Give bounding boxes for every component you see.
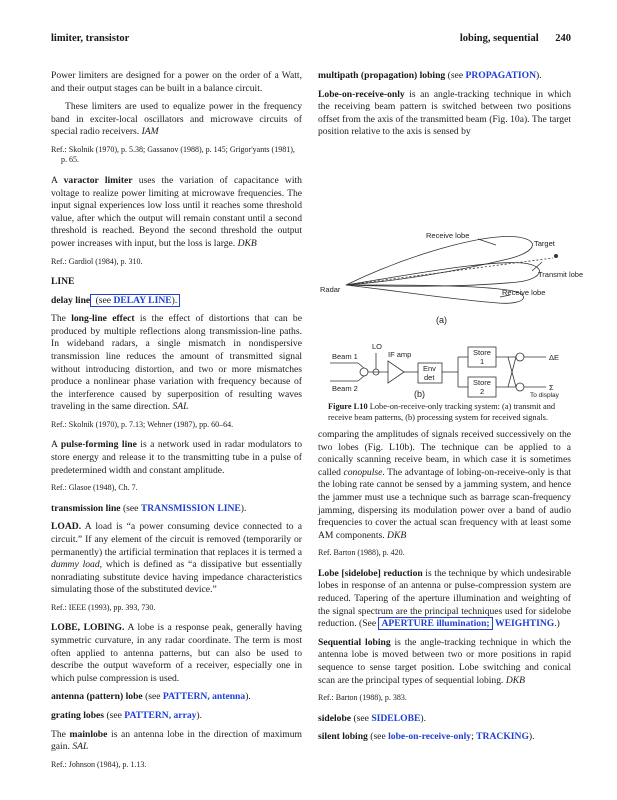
term: multipath (propagation) lobing xyxy=(318,70,446,81)
label-figure-a: (a) xyxy=(436,314,447,325)
reference: Ref.: Barton (1988), p. 383. xyxy=(318,693,407,703)
propagation-link[interactable]: PROPAGATION xyxy=(465,70,537,81)
term: antenna (pattern) lobe xyxy=(51,691,143,703)
label-env: Env xyxy=(423,363,436,373)
author-signature: SAL xyxy=(172,401,189,413)
paragraph: These limiters are used to equalize power in the frequency band in exciter-local oscillators and microwave circuits of special radio receivers. IAM xyxy=(51,101,302,138)
header-right xyxy=(460,33,571,44)
paragraph: A pulse-forming line is a network used in radar modulators to store energy and release it to the transmitting tube in a pulse of predetermined width and constant amplitude. xyxy=(51,439,302,476)
header-right-term: lobing, sequential xyxy=(459,33,539,44)
label-store-2a: Store xyxy=(473,377,491,387)
term: varactor limiter xyxy=(63,174,133,186)
sidelobe-link[interactable]: SIDELOBE xyxy=(371,712,421,724)
label-receive-lobe-bottom: Receive lobe xyxy=(502,287,546,297)
term: long-line effect xyxy=(71,313,135,325)
delay-line-link[interactable]: DELAY LINE xyxy=(113,294,172,306)
term: Sequential lobing xyxy=(318,636,391,648)
pattern-antenna-link[interactable]: PATTERN, antenna xyxy=(162,691,246,703)
author-signature: DKB xyxy=(387,529,407,541)
section-heading: LINE xyxy=(51,276,75,288)
term-italic: conopulse xyxy=(343,466,383,478)
term-italic: dummy load xyxy=(51,559,100,571)
leader-receive-top xyxy=(478,239,496,245)
paragraph: comparing the amplitudes of signals received successively on the two lobes (Fig. L10b). The technique can be applied to a conically scanning receive beam, in which case it is sometimes called conopulse. The advantage of lobing-on-receive-only is that the lobing rate cannot be sensed by a jamming system, and hence the jammer must use a technique such as barrage scan-frequency jamming, dispersing its modulation power over a band of audio frequencies to cover the actual scan frequency with at least some AM components. DKB xyxy=(318,428,571,541)
label-if-amp: IF amp xyxy=(388,349,412,359)
label-radar: Radar xyxy=(320,284,341,294)
cross-reference-entry: grating lobes (see PATTERN, array). xyxy=(51,709,203,721)
sum-junction xyxy=(516,383,524,391)
label-store-1b: 1 xyxy=(480,356,485,366)
label-det: det xyxy=(424,372,435,382)
cross-reference-entry: antenna (pattern) lobe (see PATTERN, antenna). xyxy=(51,691,251,703)
cross-reference-entry: transmission line (see TRANSMISSION LINE). xyxy=(51,502,247,514)
reference: Ref.: Skolnik (1970), p. 7.13; Wehner (1987), pp. 60–64. xyxy=(51,419,234,429)
cross-reference-entry: sidelobe (see SIDELOBE). xyxy=(318,712,426,724)
section-heading: LOBE, LOBING. xyxy=(51,622,125,634)
receive-lobe-upper xyxy=(346,236,532,284)
label-store-2b: 2 xyxy=(480,386,485,396)
paragraph: Lobe [sidelobe] reduction is the technique by which undesirable lobes in response of an antenna or pulse-compression system are reduced. Tapering of the aperture illumination and weighting of the signal spectrum are the principal techniques used for sidelobe reduction. (See APERTURE illumination; WEIGHTING.) xyxy=(318,567,571,630)
lobe-on-receive-only-link[interactable]: lobe-on-receive-only xyxy=(388,731,472,743)
paragraph: The long-line effect is the effect of distortions that can be produced by multiple reflections along transmission-line paths. In wideband radars, a single mismatch in nondispersive transmission line reduces the amount of transmitted signal without introducing distortion, and two or more mismatches produce a nonlinear phase variation with frequency because of the interference caused by superposition of resulting waves traveling in the same direction. SAL xyxy=(51,313,302,413)
weighting-link[interactable]: WEIGHTING xyxy=(495,618,555,630)
author-signature: DKB xyxy=(237,237,257,249)
label-beam-1: Beam 1 xyxy=(332,351,358,361)
label-delta-e: ΔE xyxy=(549,352,560,362)
reference: Ref. Barton (1988), p. 420. xyxy=(318,548,405,558)
paragraph: Power limiters are designed for a power on the order of a Watt, and their output stages can be built in a balance circuit. xyxy=(51,70,302,94)
paragraph: A varactor limiter uses the variation of capacitance with voltage to realize power limiting at microwave frequencies. The input signal experiences low loss until it reaches some threshold value, after which the output will remain constant until a second threshold is reached. Beyond the second threshold the output power increases with input, but the loss is large. DKB xyxy=(51,174,302,249)
label-figure-b: (b) xyxy=(414,388,425,399)
label-transmit-lobe: Transmit lobe xyxy=(538,269,584,279)
switch xyxy=(360,368,368,376)
term: Lobe [sidelobe] reduction xyxy=(318,567,423,579)
author-signature: DKB xyxy=(505,674,526,686)
reference: Ref.: IEEE (1993), pp. 393, 730. xyxy=(51,602,156,612)
term: pulse-forming line xyxy=(60,439,137,451)
figure-caption: Figure L10 Lobe-on-receive-only tracking system: (a) transmit and receive beam patterns, (b) processing system for received signals. xyxy=(328,401,556,422)
term: silent lobing xyxy=(318,731,368,743)
difference-junction xyxy=(516,353,524,361)
left-column xyxy=(51,70,302,779)
label-to-display: To display xyxy=(530,391,559,399)
cross-reference-entry: silent lobing (see lobe-on-receive-only; TRACKING). xyxy=(318,731,535,743)
running-header xyxy=(51,33,571,47)
label-lo: LO xyxy=(372,341,383,351)
reference: Ref.: Gardiol (1984), p. 310. xyxy=(51,256,143,266)
page-number: 240 xyxy=(555,33,571,44)
link-box[interactable]: (see DELAY LINE). xyxy=(90,294,180,307)
header-left-term: limiter, transistor xyxy=(51,33,130,44)
transmission-line-link[interactable]: TRANSMISSION LINE xyxy=(140,502,241,514)
label-store-1a: Store xyxy=(473,347,491,357)
receive-lobe-lower xyxy=(346,285,524,303)
paragraph: LOBE, LOBING. A lobe is a response peak, generally having symmetric curvature, in any radar coordinate. The term is most often applied to antenna patterns, but can also be used to describe the output waveform of a receiver, especially one in which pulse compression is used. xyxy=(51,622,302,684)
reference: Ref.: Skolnik (1970), p. 5.38; Gassanov (1988), p. 145; Grigor'yants (1981), p. 65. xyxy=(51,144,295,165)
paragraph: The mainlobe is an antenna lobe in the direction of maximum gain. SAL xyxy=(51,728,302,753)
paragraph: Lobe-on-receive-only is an angle-tracking technique in which the receiving beam pattern is switched between two positions offset from the axis of the transmitted beam (Fig. 10a). The target position relative to the axis is sensed by xyxy=(318,88,571,138)
term: mainlobe xyxy=(69,728,108,740)
author-signature: SAL xyxy=(72,741,89,753)
reference: Ref.: Glasoe (1948), Ch. 7. xyxy=(51,483,138,493)
term: delay line xyxy=(51,294,91,306)
paragraph: Sequential lobing is the angle-tracking technique in which the antenna lobe is moved between two or more positions in rapid sequence to sense target position. Lobe switching and conical scan are the principal types of sequential lobing. DKB xyxy=(318,636,571,686)
section-heading: LOAD. xyxy=(51,521,82,533)
label-target: Target xyxy=(534,238,555,248)
term: Lobe-on-receive-only xyxy=(318,88,405,100)
cross-reference-entry xyxy=(51,295,302,308)
right-column xyxy=(318,70,584,750)
paragraph: LOAD. A load is “a power consuming device connected to a circuit.” If any element of the circuit is removed (temporarily or permanently) the artificial termination that replaces it is termed a dummy load, which is defined as “a dissipative but essentially nonradiating substitute device having impedance characteristics simulating those of the substituted device.” xyxy=(51,521,303,596)
reference: Ref.: Johnson (1984), p. 1.13. xyxy=(51,759,147,769)
figure-l10 xyxy=(318,145,584,423)
label-sigma: Σ xyxy=(549,382,554,392)
term: transmission line xyxy=(51,502,121,514)
processing-block-diagram xyxy=(330,347,546,397)
tracking-link[interactable]: TRACKING xyxy=(476,731,529,743)
if-amp-triangle xyxy=(388,361,404,383)
pattern-array-link[interactable]: PATTERN, array xyxy=(124,709,197,721)
label-beam-2: Beam 2 xyxy=(332,383,358,393)
term: sidelobe xyxy=(318,712,352,724)
author-signature: IAM xyxy=(141,126,159,138)
aperture-illumination-link[interactable]: APERTURE illumination; xyxy=(378,617,492,630)
label-receive-lobe-top: Receive lobe xyxy=(426,230,470,240)
term: grating lobes xyxy=(51,709,105,721)
target-marker xyxy=(554,254,558,258)
figure-l10-diagram xyxy=(318,145,584,399)
cross-reference-entry: multipath (propagation) lobing (see PROPAGATION). xyxy=(318,70,542,81)
target-line xyxy=(346,258,553,285)
